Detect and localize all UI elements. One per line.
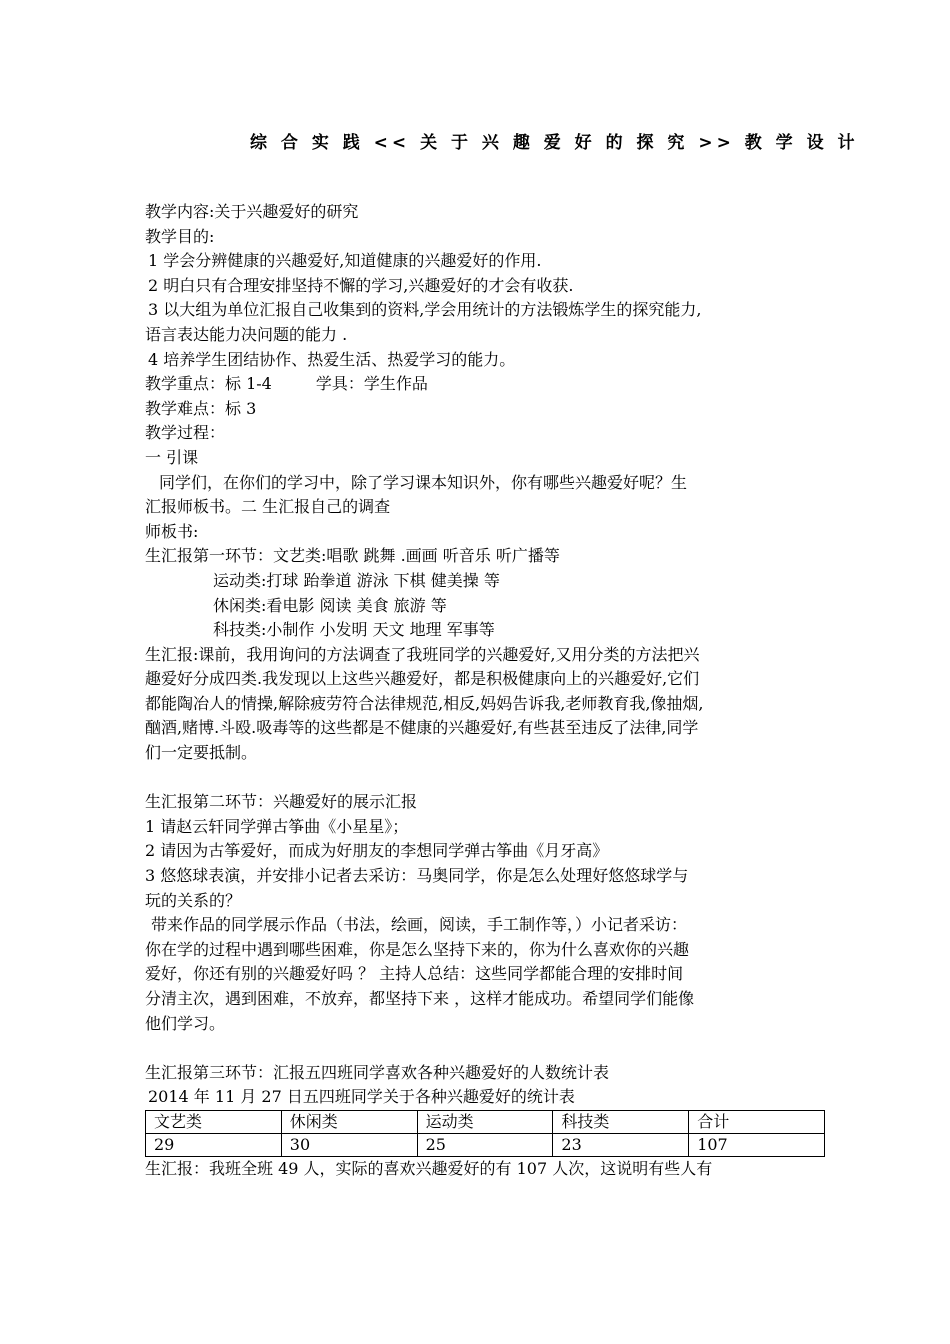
table-header-cell: 科技类: [553, 1110, 689, 1133]
paragraph-line: 分清主次，遇到困难，不放弃，都坚持下来 ，这样才能成功。希望同学们能像: [145, 989, 695, 1008]
category-leisure-line: 休闲类:看电影 阅读 美食 旅游 等: [213, 595, 447, 615]
table-header-cell: 休闲类: [281, 1110, 417, 1133]
list-item: 3 悠悠球表演，并安排小记者去采访：马奥同学，你是怎么处理好悠悠球学与: [145, 866, 689, 886]
paragraph-line: 他们学习。: [145, 1013, 226, 1033]
paragraph-line: 生汇报:课前，我用询问的方法调查了我班同学的兴趣爱好,又用分类的方法把兴: [145, 644, 700, 664]
stage-three-heading: 生汇报第三环节：汇报五四班同学喜欢各种兴趣爱好的人数统计表: [145, 1062, 610, 1082]
list-item: 1 请赵云轩同学弹古筝曲《小星星》；: [145, 816, 409, 836]
paragraph-line: 爱好，你还有别的兴趣爱好吗 ？ 主持人总结：这些同学都能合理的安排时间: [145, 964, 684, 984]
table-row: [146, 1133, 825, 1156]
key-points-line: [145, 372, 813, 397]
table-header-cell: 合计: [689, 1110, 825, 1133]
table-cell: 29: [146, 1133, 282, 1156]
teaching-content-line: 教学内容:关于兴趣爱好的研究: [145, 202, 359, 221]
category-tech-line: 科技类:小制作 小发明 天文 地理 军事等: [213, 620, 495, 640]
paragraph-line: 都能陶冶人的情操,解除疲劳符合法律规范,相反,妈妈告诉我,老师教育我,像抽烟,: [145, 693, 704, 713]
goal-item-3: 3 以大组为单位汇报自己收集到的资料,学会用统计的方法锻炼学生的探究能力,: [148, 300, 702, 320]
statistics-table: [145, 1110, 825, 1157]
teaching-goal-heading: 教学目的:: [145, 226, 215, 246]
document-title: 综 合 实 践 << 关 于 兴 趣 爱 好 的 探 究 >> 教 学 设 计: [250, 133, 859, 153]
category-sports-line: 运动类:打球 跆拳道 游泳 下棋 健美操 等: [213, 570, 500, 590]
list-item: 2 请因为古筝爱好，而成为好朋友的李想同学弹古筝曲《月牙高》: [145, 841, 609, 861]
table-cell: 25: [417, 1133, 553, 1156]
goal-item-1: 1 学会分辨健康的兴趣爱好,知道健康的兴趣爱好的作用.: [148, 251, 542, 271]
goal-item-2: 2 明白只有合理安排坚持不懈的学习,兴趣爱好的才会有收获.: [148, 275, 574, 295]
table-header-row: [146, 1110, 825, 1133]
table-header-cell: 运动类: [417, 1110, 553, 1133]
paragraph-line: 们一定要抵制。: [145, 743, 258, 763]
table-cell: 107: [689, 1133, 825, 1156]
paragraph-line: 你在学的过程中遇到哪些困难，你是怎么坚持下来的，你为什么喜欢你的兴趣: [145, 939, 690, 959]
section-intro-heading: 一 引课: [145, 447, 199, 467]
difficult-points-line: 教学难点：标 3: [145, 398, 257, 418]
learning-tools-text: 学具：学生作品: [315, 374, 428, 394]
board-writing-heading: 师板书:: [145, 521, 199, 541]
stage-one-line: 生汇报第一环节：文艺类:唱歌 跳舞 .画画 听音乐 听广播等: [145, 546, 560, 566]
key-points-text: 教学重点：标 1-4: [145, 374, 272, 394]
paragraph-line: 生汇报：我班全班 49 人，实际的喜欢兴趣爱好的有 107 人次，这说明有些人有: [145, 1158, 713, 1178]
stage-two-heading: 生汇报第二环节：兴趣爱好的展示汇报: [145, 792, 418, 812]
table-header-cell: 文艺类: [146, 1110, 282, 1133]
goal-item-4: 4 培养学生团结协作、热爱生活、热爱学习的能力。: [148, 349, 516, 369]
table-cell: 30: [281, 1133, 417, 1156]
paragraph-line: 汇报师板书。二 生汇报自己的调查: [145, 497, 391, 517]
teaching-process-heading: 教学过程：: [145, 423, 226, 443]
table-cell: 23: [553, 1133, 689, 1156]
paragraph-line: 带来作品的同学展示作品（书法，绘画，阅读，手工制作等，）小记者采访：: [151, 915, 688, 935]
paragraph-line: 同学们，在你们的学习中，除了学习课本知识外，你有哪些兴趣爱好呢？生: [159, 472, 688, 492]
paragraph-line: 玩的关系的？: [145, 890, 242, 910]
paragraph-line: 酗酒,赌博.斗殴.吸毒等的这些都是不健康的兴趣爱好,有些甚至违反了法律,同学: [145, 718, 699, 738]
table-caption: 2014 年 11 月 27 日五四班同学关于各种兴趣爱好的统计表: [148, 1087, 575, 1107]
goal-item-3-cont: 语言表达能力决问题的能力 .: [145, 324, 348, 344]
document-body: [145, 200, 813, 1182]
paragraph-line: 趣爱好分成四类.我发现以上这些兴趣爱好，都是积极健康向上的兴趣爱好,它们: [145, 669, 700, 689]
